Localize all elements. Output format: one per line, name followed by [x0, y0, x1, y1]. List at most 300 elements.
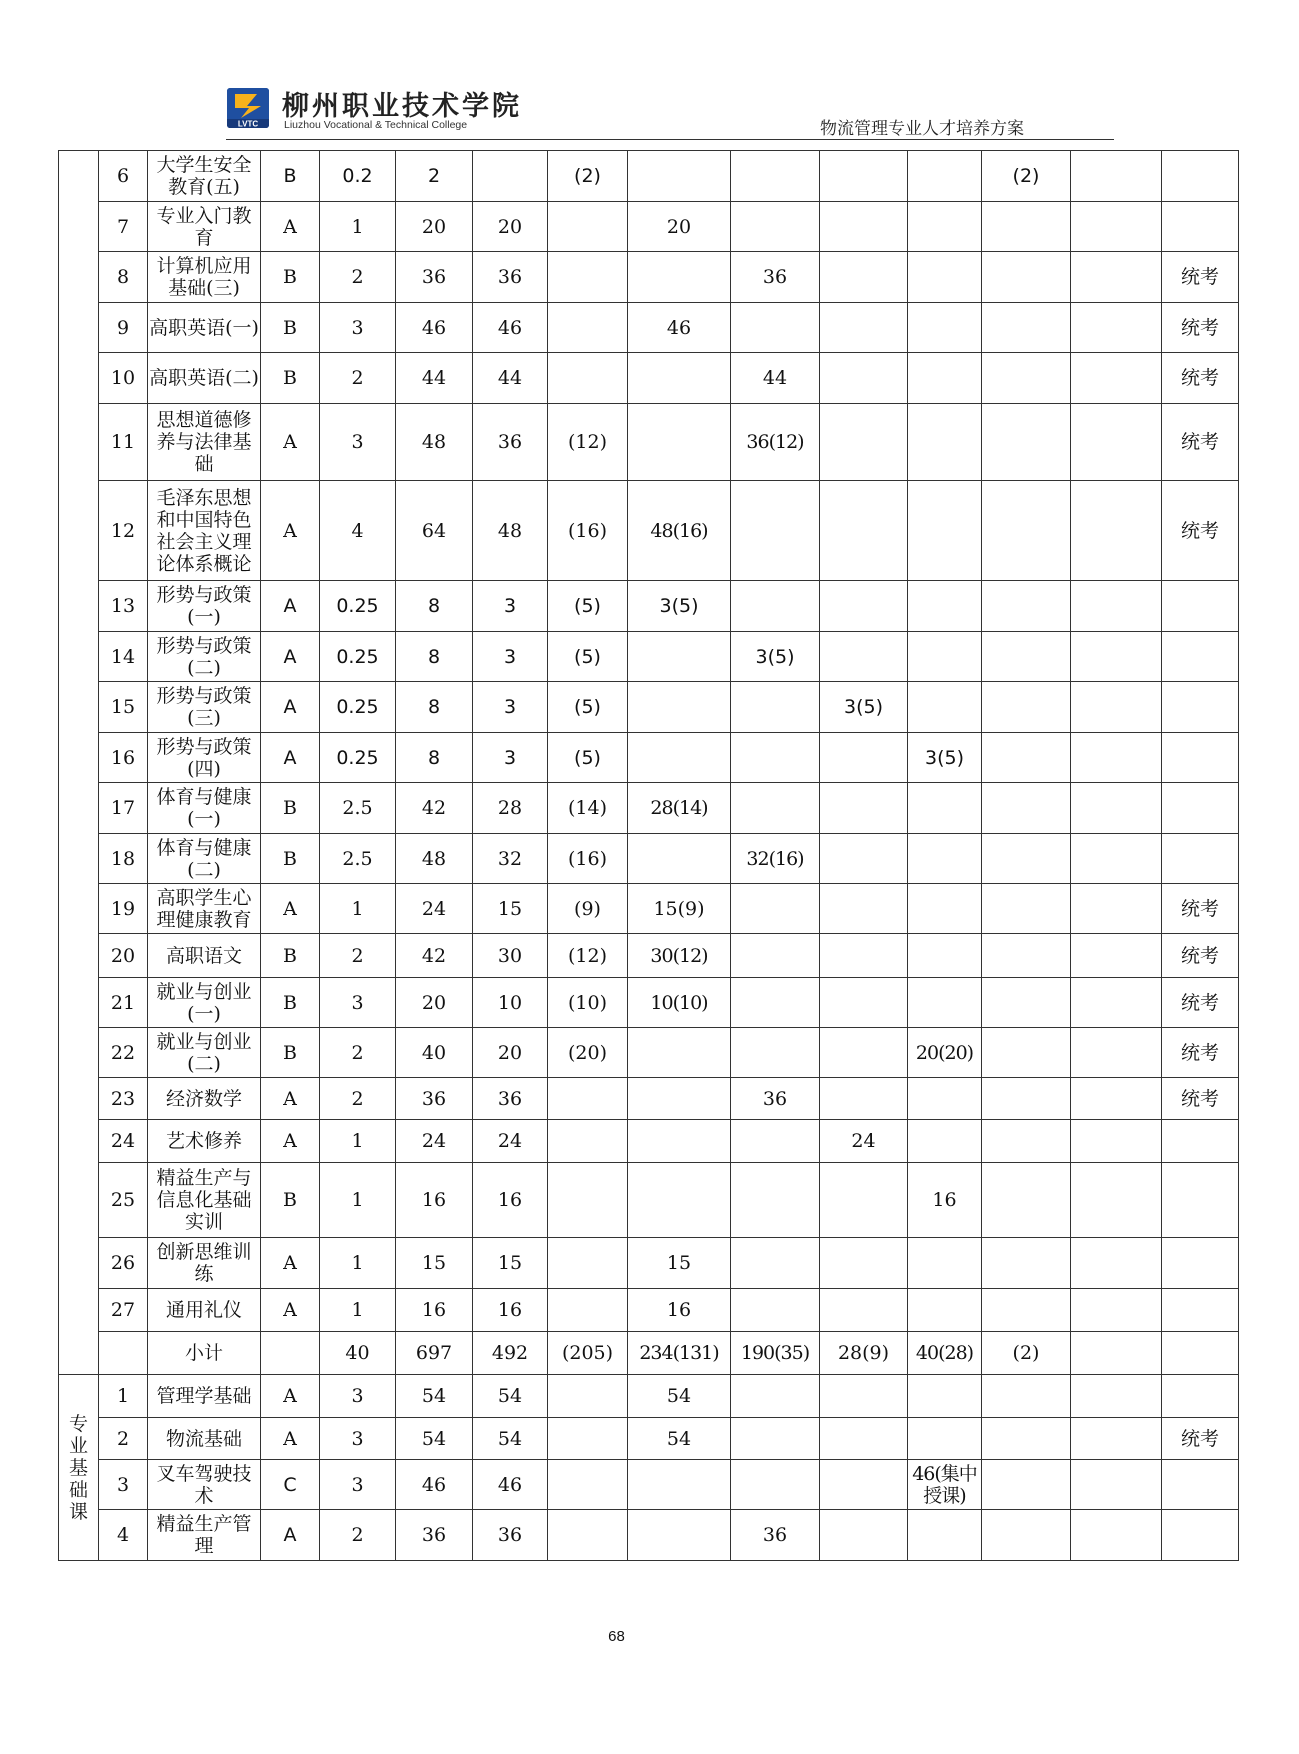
semester-1-cell [628, 682, 731, 733]
semester-1-cell [628, 834, 731, 884]
semester-4-cell [908, 1078, 982, 1120]
semester-4-cell [908, 151, 982, 202]
semester-1-cell [628, 1028, 731, 1078]
category-cell-general [59, 151, 99, 1375]
theory-hours-cell: 36 [473, 404, 548, 481]
semester-6-cell [1071, 1163, 1162, 1238]
course-type-cell: C [261, 1460, 320, 1510]
row-number-cell [99, 1332, 148, 1375]
course-type-cell: B [261, 834, 320, 884]
practice-hours-cell: (16) [548, 834, 628, 884]
course-name-cell: 形势与政策(四) [148, 733, 261, 783]
theory-hours-cell: 36 [473, 252, 548, 303]
practice-hours-cell [548, 1289, 628, 1332]
row-number-cell: 8 [99, 252, 148, 303]
exam-type-cell [1162, 682, 1239, 733]
credits-cell: 3 [320, 404, 396, 481]
practice-hours-cell: (10) [548, 978, 628, 1028]
practice-hours-cell [548, 1163, 628, 1238]
exam-type-cell: 统考 [1162, 481, 1239, 581]
exam-type-cell [1162, 1238, 1239, 1289]
semester-4-cell [908, 581, 982, 632]
semester-6-cell [1071, 934, 1162, 978]
exam-type-cell [1162, 1163, 1239, 1238]
practice-hours-cell [548, 353, 628, 404]
table-row [59, 404, 1239, 481]
course-type-cell: A [261, 481, 320, 581]
semester-2-cell [731, 151, 820, 202]
course-name-cell: 叉车驾驶技术 [148, 1460, 261, 1510]
practice-hours-cell [548, 1460, 628, 1510]
credits-cell: 0.25 [320, 632, 396, 682]
course-type-cell: B [261, 151, 320, 202]
semester-4-cell [908, 1375, 982, 1418]
course-type-cell: A [261, 632, 320, 682]
theory-hours-cell: 24 [473, 1120, 548, 1163]
semester-4-cell: 40(28) [908, 1332, 982, 1375]
semester-5-cell [982, 1120, 1071, 1163]
theory-hours-cell: 16 [473, 1163, 548, 1238]
practice-hours-cell: (9) [548, 884, 628, 934]
total-hours-cell: 64 [396, 481, 473, 581]
semester-6-cell [1071, 202, 1162, 252]
semester-3-cell [820, 934, 908, 978]
semester-2-cell: 32(16) [731, 834, 820, 884]
semester-4-cell [908, 1120, 982, 1163]
semester-3-cell: 3(5) [820, 682, 908, 733]
credits-cell: 2 [320, 1078, 396, 1120]
table-row [59, 632, 1239, 682]
semester-5-cell [982, 1510, 1071, 1561]
row-number-cell: 23 [99, 1078, 148, 1120]
theory-hours-cell: 15 [473, 884, 548, 934]
semester-3-cell [820, 1510, 908, 1561]
theory-hours-cell: 36 [473, 1510, 548, 1561]
table-row [59, 353, 1239, 404]
practice-hours-cell [548, 1120, 628, 1163]
exam-type-cell: 统考 [1162, 303, 1239, 353]
exam-type-cell: 统考 [1162, 252, 1239, 303]
table-row [59, 151, 1239, 202]
semester-2-cell: 36 [731, 1078, 820, 1120]
row-number-cell: 12 [99, 481, 148, 581]
document-title: 物流管理专业人才培养方案 [820, 119, 1024, 139]
semester-2-cell [731, 1418, 820, 1460]
semester-6-cell [1071, 733, 1162, 783]
table-row [59, 1028, 1239, 1078]
credits-cell: 2 [320, 353, 396, 404]
row-number-cell: 6 [99, 151, 148, 202]
practice-hours-cell: (12) [548, 404, 628, 481]
semester-2-cell [731, 1120, 820, 1163]
semester-1-cell: 16 [628, 1289, 731, 1332]
semester-3-cell [820, 303, 908, 353]
course-type-cell: A [261, 682, 320, 733]
course-type-cell: B [261, 252, 320, 303]
semester-3-cell [820, 151, 908, 202]
semester-3-cell [820, 632, 908, 682]
credits-cell: 3 [320, 978, 396, 1028]
semester-4-cell [908, 1238, 982, 1289]
total-hours-cell: 16 [396, 1289, 473, 1332]
semester-2-cell [731, 1375, 820, 1418]
table-row [59, 1078, 1239, 1120]
page-number: 68 [608, 1628, 625, 1645]
practice-hours-cell: (20) [548, 1028, 628, 1078]
credits-cell: 1 [320, 1120, 396, 1163]
semester-6-cell [1071, 1510, 1162, 1561]
semester-3-cell [820, 202, 908, 252]
semester-4-cell [908, 1510, 982, 1561]
practice-hours-cell: (5) [548, 733, 628, 783]
college-name-cn: 柳州职业技术学院 [282, 91, 522, 122]
semester-4-cell: 16 [908, 1163, 982, 1238]
semester-3-cell [820, 834, 908, 884]
table-row [59, 1460, 1239, 1510]
total-hours-cell: 36 [396, 252, 473, 303]
course-name-cell: 精益生产管理 [148, 1510, 261, 1561]
row-number-cell: 27 [99, 1289, 148, 1332]
exam-type-cell [1162, 1460, 1239, 1510]
semester-4-cell [908, 884, 982, 934]
exam-type-cell [1162, 632, 1239, 682]
course-table-body [59, 151, 1239, 1561]
semester-5-cell [982, 1028, 1071, 1078]
course-name-cell: 就业与创业(二) [148, 1028, 261, 1078]
table-row [59, 1375, 1239, 1418]
course-name-cell: 形势与政策(三) [148, 682, 261, 733]
semester-1-cell: 3(5) [628, 581, 731, 632]
semester-6-cell [1071, 1238, 1162, 1289]
credits-cell: 3 [320, 303, 396, 353]
semester-3-cell [820, 252, 908, 303]
semester-3-cell [820, 1163, 908, 1238]
logo-badge-text: LVTC [237, 119, 259, 128]
semester-4-cell [908, 202, 982, 252]
semester-1-cell: 28(14) [628, 783, 731, 834]
page-header [0, 0, 1299, 150]
semester-2-cell: 36 [731, 252, 820, 303]
total-hours-cell: 48 [396, 834, 473, 884]
semester-1-cell [628, 733, 731, 783]
semester-6-cell [1071, 581, 1162, 632]
semester-2-cell: 190(35) [731, 1332, 820, 1375]
semester-4-cell [908, 481, 982, 581]
course-type-cell: A [261, 733, 320, 783]
semester-2-cell [731, 581, 820, 632]
theory-hours-cell: 16 [473, 1289, 548, 1332]
total-hours-cell: 36 [396, 1510, 473, 1561]
semester-5-cell: (2) [982, 151, 1071, 202]
semester-5-cell [982, 834, 1071, 884]
row-number-cell: 18 [99, 834, 148, 884]
credits-cell: 0.25 [320, 733, 396, 783]
semester-3-cell: 28(9) [820, 1332, 908, 1375]
exam-type-cell [1162, 151, 1239, 202]
course-type-cell: A [261, 1510, 320, 1561]
semester-1-cell: 15(9) [628, 884, 731, 934]
course-name-cell: 艺术修养 [148, 1120, 261, 1163]
semester-5-cell [982, 202, 1071, 252]
practice-hours-cell [548, 1238, 628, 1289]
exam-type-cell [1162, 202, 1239, 252]
course-type-cell: B [261, 303, 320, 353]
total-hours-cell: 54 [396, 1418, 473, 1460]
semester-5-cell [982, 353, 1071, 404]
semester-2-cell [731, 783, 820, 834]
exam-type-cell [1162, 1375, 1239, 1418]
row-number-cell: 15 [99, 682, 148, 733]
theory-hours-cell: 54 [473, 1375, 548, 1418]
semester-4-cell [908, 934, 982, 978]
theory-hours-cell: 46 [473, 1460, 548, 1510]
theory-hours-cell: 32 [473, 834, 548, 884]
semester-2-cell [731, 934, 820, 978]
course-name-cell: 高职学生心理健康教育 [148, 884, 261, 934]
course-name-cell: 毛泽东思想和中国特色社会主义理论体系概论 [148, 481, 261, 581]
semester-3-cell [820, 1375, 908, 1418]
course-name-cell: 小计 [148, 1332, 261, 1375]
semester-6-cell [1071, 884, 1162, 934]
category-cell-professional-basic [59, 1375, 99, 1561]
semester-4-cell [908, 632, 982, 682]
exam-type-cell: 统考 [1162, 1028, 1239, 1078]
course-name-cell: 计算机应用基础(三) [148, 252, 261, 303]
semester-3-cell [820, 978, 908, 1028]
semester-3-cell [820, 581, 908, 632]
course-name-cell: 高职英语(二) [148, 353, 261, 404]
course-type-cell: A [261, 581, 320, 632]
course-type-cell: A [261, 1078, 320, 1120]
total-hours-cell: 36 [396, 1078, 473, 1120]
theory-hours-cell: 15 [473, 1238, 548, 1289]
total-hours-cell: 24 [396, 884, 473, 934]
practice-hours-cell: (2) [548, 151, 628, 202]
semester-1-cell: 10(10) [628, 978, 731, 1028]
row-number-cell: 22 [99, 1028, 148, 1078]
table-row [59, 834, 1239, 884]
row-number-cell: 4 [99, 1510, 148, 1561]
semester-2-cell [731, 1028, 820, 1078]
semester-5-cell [982, 783, 1071, 834]
semester-1-cell [628, 353, 731, 404]
practice-hours-cell: (14) [548, 783, 628, 834]
exam-type-cell [1162, 834, 1239, 884]
exam-type-cell [1162, 733, 1239, 783]
semester-5-cell [982, 934, 1071, 978]
exam-type-cell: 统考 [1162, 978, 1239, 1028]
course-name-cell: 经济数学 [148, 1078, 261, 1120]
semester-5-cell [982, 733, 1071, 783]
semester-4-cell: 20(20) [908, 1028, 982, 1078]
course-type-cell: A [261, 1238, 320, 1289]
semester-5-cell [982, 481, 1071, 581]
semester-6-cell [1071, 404, 1162, 481]
credits-cell: 1 [320, 1238, 396, 1289]
course-name-cell: 形势与政策(一) [148, 581, 261, 632]
course-name-cell: 大学生安全教育(五) [148, 151, 261, 202]
semester-1-cell: 46 [628, 303, 731, 353]
semester-3-cell [820, 884, 908, 934]
semester-6-cell [1071, 481, 1162, 581]
credits-cell: 0.2 [320, 151, 396, 202]
practice-hours-cell: (12) [548, 934, 628, 978]
semester-1-cell: 48(16) [628, 481, 731, 581]
theory-hours-cell: 3 [473, 682, 548, 733]
semester-2-cell [731, 303, 820, 353]
credits-cell: 2.5 [320, 783, 396, 834]
semester-2-cell [731, 978, 820, 1028]
practice-hours-cell [548, 1510, 628, 1561]
course-type-cell: B [261, 353, 320, 404]
practice-hours-cell: (5) [548, 632, 628, 682]
course-name-cell: 高职语文 [148, 934, 261, 978]
semester-3-cell [820, 783, 908, 834]
credits-cell: 2 [320, 934, 396, 978]
total-hours-cell: 697 [396, 1332, 473, 1375]
semester-3-cell [820, 1460, 908, 1510]
course-type-cell: A [261, 1289, 320, 1332]
semester-6-cell [1071, 1460, 1162, 1510]
course-type-cell: B [261, 1163, 320, 1238]
table-row [59, 934, 1239, 978]
semester-4-cell [908, 353, 982, 404]
semester-3-cell [820, 1418, 908, 1460]
semester-1-cell [628, 1120, 731, 1163]
total-hours-cell: 44 [396, 353, 473, 404]
course-type-cell: A [261, 202, 320, 252]
total-hours-cell: 46 [396, 1460, 473, 1510]
semester-1-cell [628, 404, 731, 481]
semester-6-cell [1071, 303, 1162, 353]
semester-5-cell [982, 1289, 1071, 1332]
semester-2-cell [731, 1460, 820, 1510]
semester-1-cell [628, 1460, 731, 1510]
credits-cell: 40 [320, 1332, 396, 1375]
total-hours-cell: 40 [396, 1028, 473, 1078]
course-type-cell: A [261, 404, 320, 481]
course-name-cell: 管理学基础 [148, 1375, 261, 1418]
row-number-cell: 25 [99, 1163, 148, 1238]
course-plan-table [58, 150, 1239, 1561]
credits-cell: 2 [320, 1028, 396, 1078]
practice-hours-cell [548, 1078, 628, 1120]
semester-4-cell [908, 252, 982, 303]
row-number-cell: 1 [99, 1375, 148, 1418]
credits-cell: 2 [320, 1510, 396, 1561]
semester-5-cell [982, 1418, 1071, 1460]
credits-cell: 2 [320, 252, 396, 303]
table-row [59, 978, 1239, 1028]
credits-cell: 2.5 [320, 834, 396, 884]
table-row [59, 884, 1239, 934]
semester-5-cell [982, 404, 1071, 481]
course-type-cell: B [261, 978, 320, 1028]
total-hours-cell: 8 [396, 682, 473, 733]
semester-2-cell [731, 1289, 820, 1332]
semester-5-cell: (2) [982, 1332, 1071, 1375]
practice-hours-cell: (205) [548, 1332, 628, 1375]
semester-5-cell [982, 632, 1071, 682]
semester-6-cell [1071, 783, 1162, 834]
semester-2-cell [731, 682, 820, 733]
total-hours-cell: 8 [396, 581, 473, 632]
theory-hours-cell: 46 [473, 303, 548, 353]
semester-6-cell [1071, 1289, 1162, 1332]
header-divider [226, 139, 1114, 140]
semester-1-cell [628, 151, 731, 202]
table-row [59, 1332, 1239, 1375]
theory-hours-cell: 30 [473, 934, 548, 978]
course-name-cell: 体育与健康(一) [148, 783, 261, 834]
theory-hours-cell: 3 [473, 632, 548, 682]
semester-5-cell [982, 682, 1071, 733]
credits-cell: 3 [320, 1375, 396, 1418]
theory-hours-cell: 44 [473, 353, 548, 404]
course-name-cell: 就业与创业(一) [148, 978, 261, 1028]
table-row [59, 1510, 1239, 1561]
table-row [59, 1289, 1239, 1332]
semester-2-cell [731, 202, 820, 252]
total-hours-cell: 20 [396, 202, 473, 252]
semester-1-cell [628, 1163, 731, 1238]
college-logo [227, 88, 269, 128]
exam-type-cell [1162, 1289, 1239, 1332]
total-hours-cell: 20 [396, 978, 473, 1028]
semester-1-cell: 234(131) [628, 1332, 731, 1375]
semester-6-cell [1071, 1028, 1162, 1078]
theory-hours-cell: 48 [473, 481, 548, 581]
total-hours-cell: 24 [396, 1120, 473, 1163]
exam-type-cell [1162, 783, 1239, 834]
semester-4-cell [908, 834, 982, 884]
semester-1-cell [628, 1510, 731, 1561]
practice-hours-cell [548, 303, 628, 353]
semester-4-cell [908, 682, 982, 733]
total-hours-cell: 48 [396, 404, 473, 481]
row-number-cell: 14 [99, 632, 148, 682]
theory-hours-cell: 10 [473, 978, 548, 1028]
exam-type-cell: 统考 [1162, 884, 1239, 934]
semester-3-cell [820, 1289, 908, 1332]
semester-5-cell [982, 1078, 1071, 1120]
semester-5-cell [982, 1460, 1071, 1510]
theory-hours-cell: 492 [473, 1332, 548, 1375]
table-row [59, 682, 1239, 733]
credits-cell: 3 [320, 1460, 396, 1510]
credits-cell: 1 [320, 1163, 396, 1238]
semester-3-cell [820, 733, 908, 783]
semester-4-cell [908, 1289, 982, 1332]
semester-3-cell: 24 [820, 1120, 908, 1163]
exam-type-cell: 统考 [1162, 404, 1239, 481]
semester-2-cell: 36(12) [731, 404, 820, 481]
practice-hours-cell [548, 202, 628, 252]
total-hours-cell: 16 [396, 1163, 473, 1238]
course-type-cell: A [261, 884, 320, 934]
total-hours-cell: 42 [396, 783, 473, 834]
row-number-cell: 9 [99, 303, 148, 353]
row-number-cell: 17 [99, 783, 148, 834]
course-type-cell: B [261, 783, 320, 834]
exam-type-cell [1162, 581, 1239, 632]
semester-6-cell [1071, 1332, 1162, 1375]
semester-3-cell [820, 1238, 908, 1289]
semester-5-cell [982, 303, 1071, 353]
semester-5-cell [982, 1375, 1071, 1418]
course-name-cell: 高职英语(一) [148, 303, 261, 353]
semester-4-cell [908, 303, 982, 353]
